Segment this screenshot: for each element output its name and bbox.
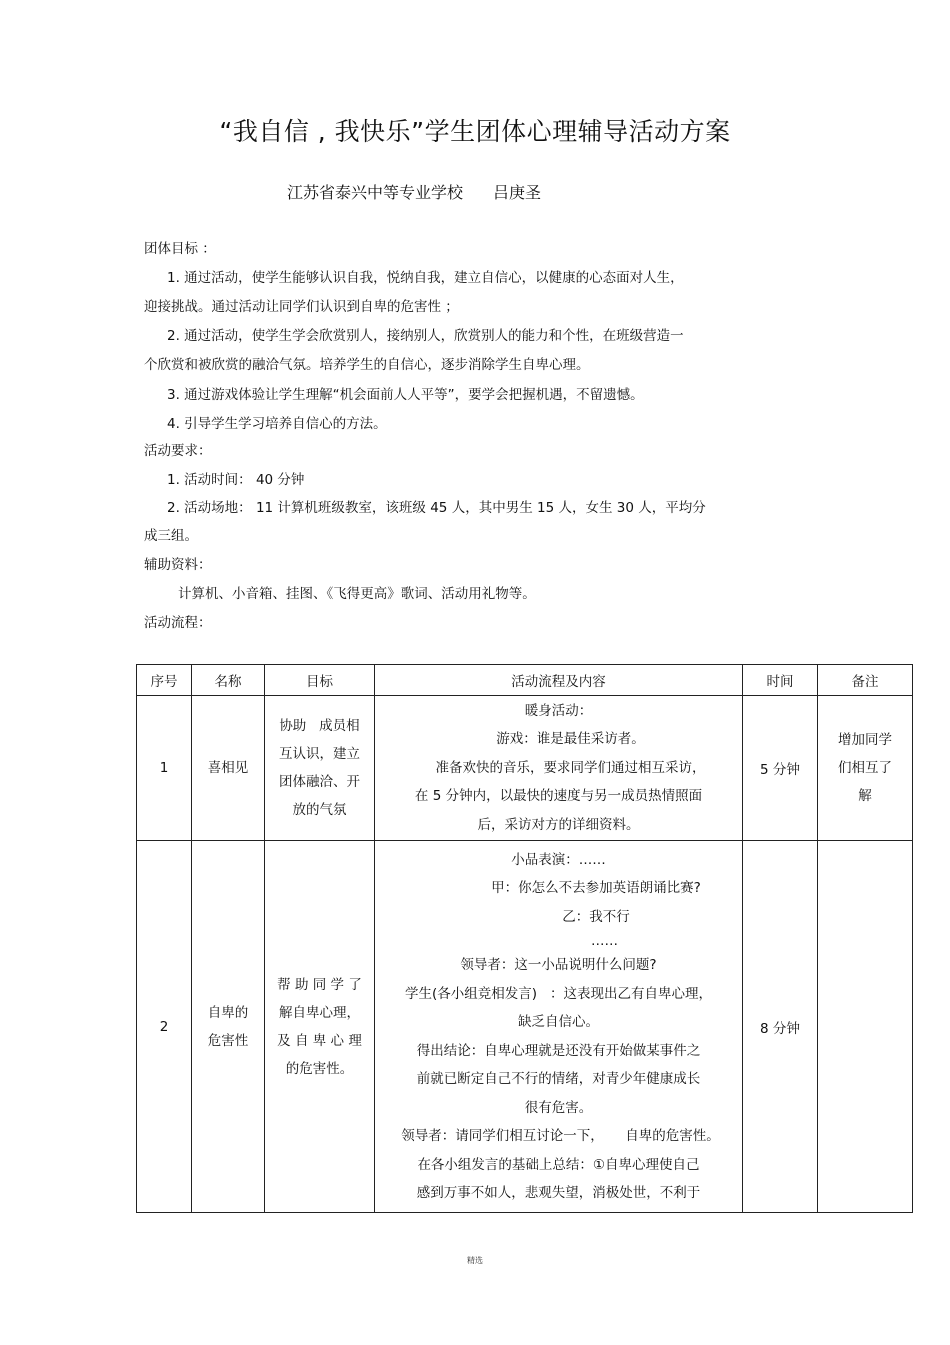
requirement-line: 1. 活动时间： 40 分钟 [167,472,305,488]
row-content-line: 暖身活动： [524,702,593,719]
row-goal-line: 团体融洽、开 [279,774,360,790]
requirements-heading: 活动要求： [144,443,212,459]
row-content-line: 游戏：谁是最佳采访者。 [496,731,645,748]
row-no: 2 [137,841,192,1213]
table-header-row [137,665,913,696]
table-row [137,696,913,841]
row-content-line: 乙：我不行 [562,908,630,925]
goal-line: 1. 通过活动，使学生能够认识自我，悦纳自我，建立自信心，以健康的心态面对人生， [167,270,684,286]
row-note [818,696,913,841]
page-footer: 精选 [467,1256,483,1265]
row-content-line: 领导者：请同学们相互讨论一下， 自卑的危害性。 [401,1128,720,1144]
row-name-line: 喜相见 [207,760,249,776]
materials-text: 计算机、小音箱、挂图、《飞得更高》歌词、活动用礼物等。 [178,586,536,602]
row-content-line: 得出结论：自卑心理就是还没有开始做某事件之 [416,1042,701,1059]
row-note [818,841,913,1213]
row-content-line: …… [591,933,618,949]
row-name [192,696,265,841]
row-goal-line: 放的气氛 [292,802,347,818]
goal-line: 迎接挑战。通过活动让同学们认识到自卑的危害性 ； [144,299,459,315]
row-time: 5 分钟 [743,696,818,841]
header-name: 名称 [192,665,265,696]
row-note-line: 增加同学 [838,732,892,748]
row-goal-line: 帮 助 同 学 了 [277,976,362,993]
row-goal [265,696,375,841]
header-note: 备注 [818,665,913,696]
row-content [375,696,743,841]
goal-line: 2. 通过活动，使学生学会欣赏别人，接纳别人，欣赏别人的能力和个性，在班级营造一 [167,328,684,344]
row-goal-line: 互认识，建立 [279,746,360,762]
author-line [287,180,541,203]
header-goal: 目标 [265,665,375,696]
row-content-line: 很有危害。 [524,1099,593,1116]
row-content-line: 缺乏自信心。 [518,1014,599,1030]
row-content-line: 后，采访对方的详细资料。 [477,816,640,833]
row-content-line: 甲：你怎么不去参加英语朗诵比赛? [491,880,701,896]
goal-line: 个欣赏和被欣赏的融洽气氛。培养学生的自信心，逐步消除学生自卑心理。 [144,357,590,373]
process-heading: 活动流程： [144,615,212,631]
row-content-line: 前就已断定自己不行的情绪，对青少年健康成长 [416,1071,701,1087]
row-goal-line: 解自卑心理， [279,1004,360,1021]
goals-heading: 团体目标 ： [144,241,216,257]
row-name [192,841,265,1213]
author-name: 吕庚圣 [493,183,542,202]
row-content-line: 领导者：这一小品说明什么问题? [460,957,657,973]
row-name-line: 自卑的 [207,1004,249,1021]
row-content-line: 在 5 分钟内，以最快的速度与另一成员热情照面 [414,788,703,805]
row-goal-line: 及 自 卑 心 理 [277,1032,362,1049]
activity-flow-table [136,664,913,1213]
goal-line: 3. 通过游戏体验让学生理解“机会面前人人平等”，要学会把握机遇，不留遗憾。 [167,387,644,403]
row-goal-line: 的危害性。 [285,1060,354,1077]
row-content-line: 学生(各小组竞相发言) ：这表现出乙有自卑心理， [405,985,712,1002]
materials-heading: 辅助资料： [144,557,212,573]
document-title: “我自信 , 我快乐”学生团体心理辅导活动方案 [219,117,731,146]
requirement-line: 成三组。 [144,528,198,544]
header-no: 序号 [137,665,192,696]
row-time: 8 分钟 [743,841,818,1213]
row-goal-line: 协助 成员相 [279,718,360,734]
row-note-line: 们相互了 [838,760,892,776]
row-no: 1 [137,696,192,841]
goal-line: 4. 引导学生学习培养自信心的方法。 [167,416,387,432]
header-time: 时间 [743,665,818,696]
row-content-line: 准备欢快的音乐，要求同学们通过相互采访， [435,759,706,776]
row-content-line: 感到万事不如人，悲观失望，消极处世，不利于 [416,1185,701,1201]
row-name-line: 危害性 [207,1032,249,1049]
row-content-line: 小品表演：…… [511,851,606,868]
row-content [375,841,743,1213]
author-school: 江苏省泰兴中等专业学校 [287,183,464,202]
row-goal [265,841,375,1213]
row-note-line: 解 [858,788,872,804]
header-content: 活动流程及内容 [375,665,743,696]
row-content-line: 在各小组发言的基础上总结：①自卑心理使自己 [417,1156,700,1173]
table-row [137,841,913,1213]
requirement-line: 2. 活动场地： 11 计算机班级教室，该班级 45 人，其中男生 15 人，女生 30 人，平均分 [167,500,706,516]
